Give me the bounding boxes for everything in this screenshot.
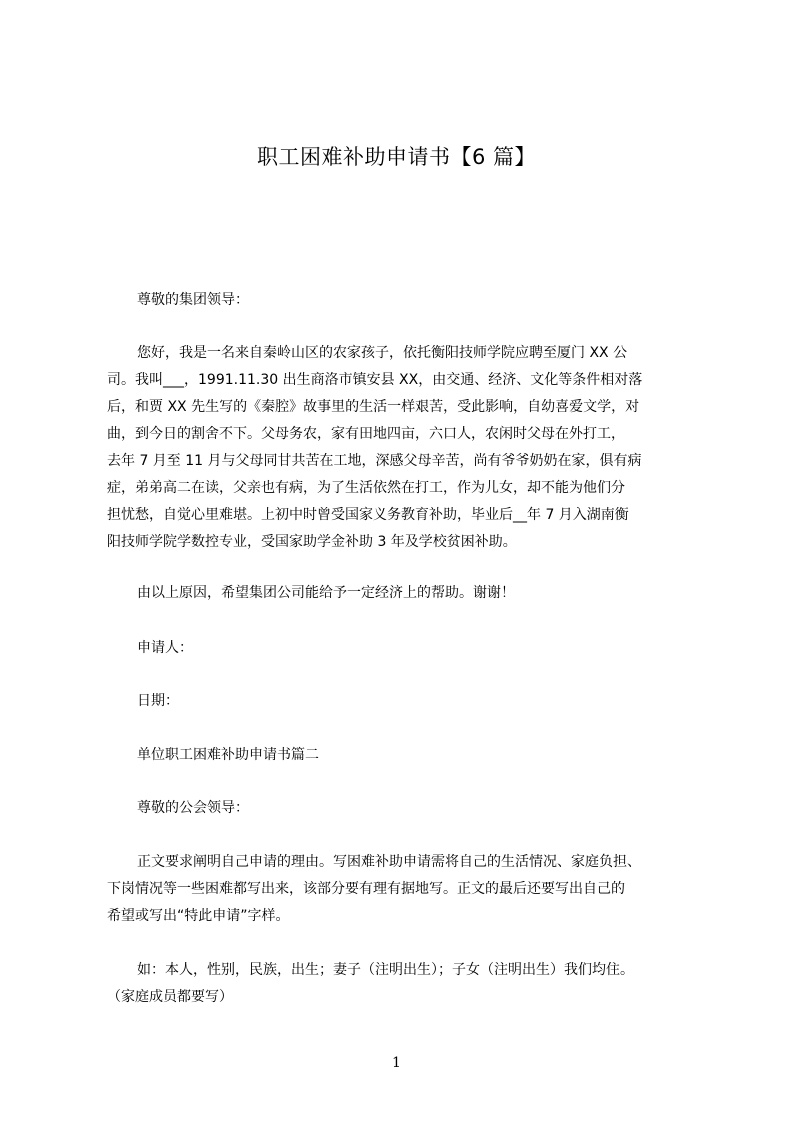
para-3-line-1: 正文要求阐明自己申请的理由。写困难补助申请需将自己的生活情况、家庭负担、 <box>137 854 641 870</box>
para-1-line-3: 后，和贾 XX 先生写的《秦腔》故事里的生活一样艰苦，受此影响，自幼喜爱文学，对 <box>107 399 640 415</box>
page-number: 1 <box>392 1055 401 1071</box>
para-1-line-5: 去年 7 月至 11 月与父母同甘共苦在工地，深感父母辛苦，尚有爷爷奶奶在家，俱有病 <box>107 453 642 469</box>
para-2-request: 由以上原因，希望集团公司能给予一定经济上的帮助。谢谢！ <box>137 585 515 601</box>
para-3-line-2: 下岗情况等一些困难都写出来，该部分要有理有据地写。正文的最后还要写出自己的 <box>107 881 625 897</box>
para-4-line-2: （家庭成员都要写） <box>107 989 233 1005</box>
applicant-label: 申请人： <box>137 640 193 656</box>
para-1-line-8: 阳技师学院学数控专业，受国家助学金补助 3 年及学校贫困补助。 <box>107 534 517 550</box>
para-1-line-1: 您好，我是一名来自秦岭山区的农家孩子，依托衡阳技师学院应聘至厦门 XX 公 <box>137 345 628 361</box>
para-1-line-2: 司。我叫___，1991.11.30 出生商洛市镇安县 XX，由交通、经济、文化等条件相对落 <box>107 372 643 388</box>
document-title: 职工困难补助申请书【6 篇】 <box>256 145 537 169</box>
date-label: 日期： <box>137 693 179 709</box>
section-2-title: 单位职工困难补助申请书篇二 <box>137 747 319 763</box>
para-4-line-1: 如：本人，性别，民族，出生；妻子（注明出生）；子女（注明出生）我们均住。 <box>137 962 634 978</box>
para-1-line-4: 曲，到今日的割舍不下。父母务农，家有田地四亩，六口人，农闲时父母在外打工， <box>107 426 625 442</box>
salutation-group-leaders: 尊敬的集团领导： <box>137 292 249 308</box>
salutation-union-leaders: 尊敬的公会领导： <box>137 800 249 816</box>
para-1-line-7: 担忧愁，自觉心里难堪。上初中时曾受国家义务教育补助，毕业后__年 7 月入湖南衡 <box>107 507 629 523</box>
para-3-line-3: 希望或写出“特此申请”字样。 <box>107 908 290 924</box>
para-1-line-6: 症，弟弟高二在读，父亲也有病，为了生活依然在打工，作为儿女，却不能为他们分 <box>107 480 625 496</box>
